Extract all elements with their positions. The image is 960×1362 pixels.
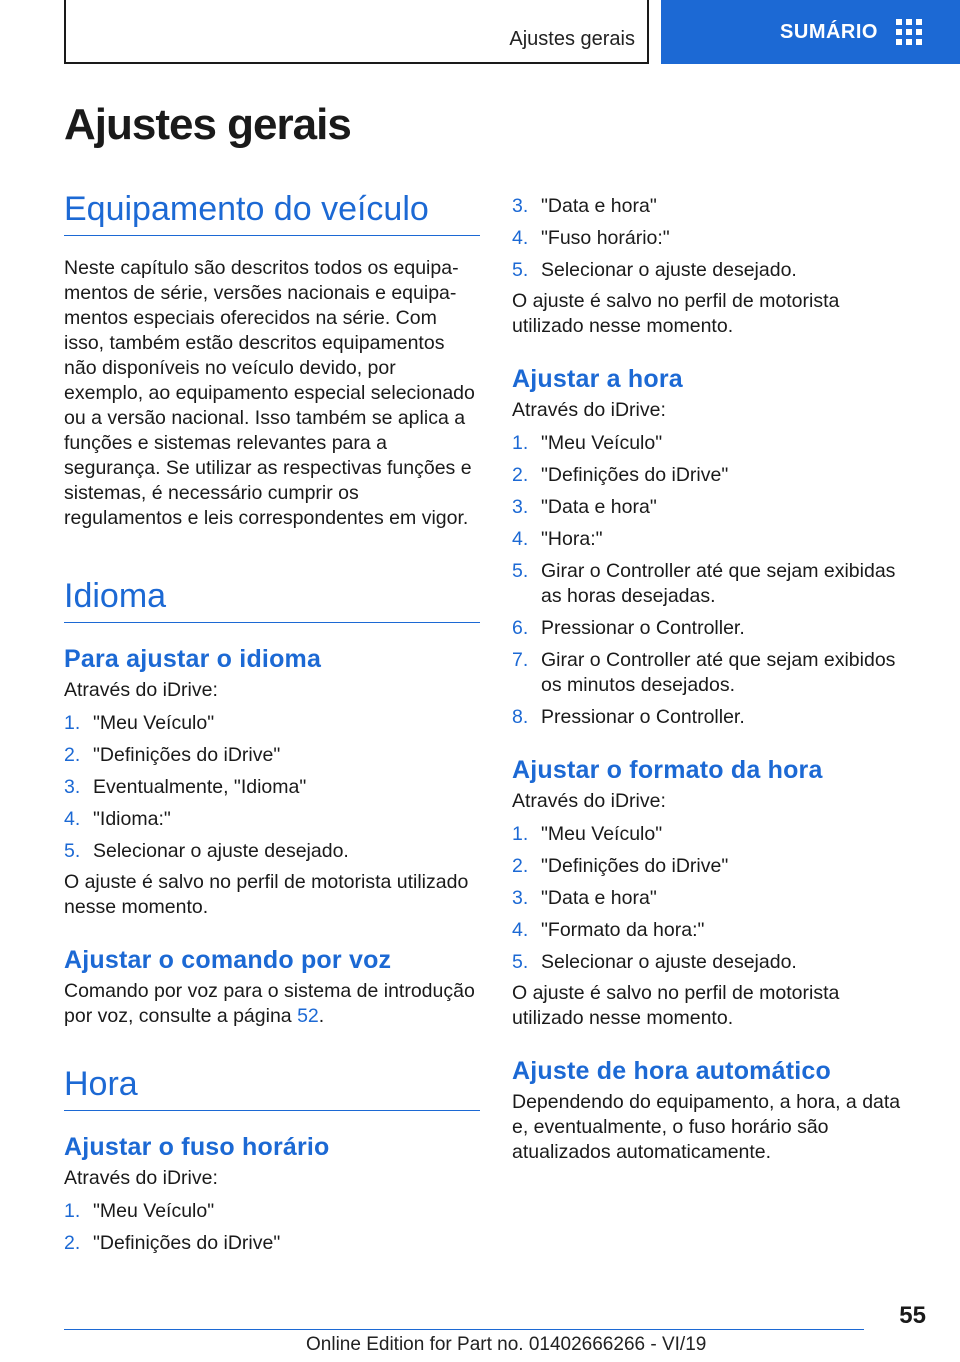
list-item (512, 495, 912, 520)
steps-formato-hora (512, 822, 912, 975)
voice-command-end: . (318, 1005, 325, 1027)
step-number: 5. (64, 840, 81, 862)
list-item (512, 226, 912, 251)
step-number: 5. (512, 951, 529, 973)
list-item (512, 950, 912, 975)
section-heading-idioma: Idioma (64, 577, 480, 623)
step-number: 4. (64, 808, 81, 830)
subheading-ajustar-hora: Ajustar a hora (512, 365, 683, 393)
list-item (512, 886, 912, 911)
header-section-box (64, 0, 649, 64)
list-item (64, 807, 480, 832)
list-item (512, 822, 912, 847)
step-text: "Definições do iDrive" (93, 1232, 281, 1254)
step-number: 2. (64, 744, 81, 766)
right-column (512, 190, 912, 1165)
list-item (64, 711, 480, 736)
section-heading-equipamento: Equipamento do veículo (64, 190, 480, 236)
step-text: Pressionar o Controller. (541, 617, 745, 639)
step-number: 4. (512, 528, 529, 550)
subheading-fuso-horario: Ajustar o fuso horário (64, 1133, 330, 1161)
voice-command-text (64, 979, 480, 1029)
intro-text: Através do iDrive: (64, 1167, 218, 1189)
list-item (512, 559, 912, 609)
step-text: Eventualmente, "Idioma" (93, 776, 307, 798)
intro-text: Através do iDrive: (512, 790, 666, 812)
list-item (64, 775, 480, 800)
step-text: "Meu Veículo" (93, 1200, 215, 1222)
toc-button[interactable] (661, 0, 960, 64)
steps-fuso-horario (64, 1199, 480, 1256)
list-item (64, 839, 480, 864)
note-text: O ajuste é salvo no perfil de motorista utilizado nesse momento. (64, 871, 469, 918)
step-text: "Meu Veículo" (541, 432, 663, 454)
step-text: "Fuso horário:" (541, 227, 670, 249)
step-number: 3. (64, 776, 81, 798)
step-number: 6. (512, 617, 529, 639)
toc-button-label: SUMÁRIO (780, 20, 878, 43)
steps-idioma (64, 711, 480, 864)
subheading-comando-voz: Ajustar o comando por voz (64, 946, 392, 974)
list-item (64, 1199, 480, 1224)
step-number: 3. (512, 887, 529, 909)
step-number: 3. (512, 195, 529, 217)
step-number: 7. (512, 649, 529, 671)
step-number: 5. (512, 560, 529, 582)
subheading-hora-automatica: Ajuste de hora automático (512, 1057, 831, 1085)
intro-text: Através do iDrive: (64, 679, 218, 701)
step-number: 1. (64, 1200, 81, 1222)
step-text: "Data e hora" (541, 496, 657, 518)
list-item (512, 648, 912, 698)
list-item (64, 743, 480, 768)
left-column (64, 190, 480, 1263)
header-section-title: Ajustes gerais (509, 28, 635, 50)
step-text: "Data e hora" (541, 195, 657, 217)
step-text: Girar o Controller até que sejam exibidos os minutos desejados. (541, 649, 896, 696)
automatic-time-text: Dependendo do equipamento, a hora, a data e, eventualmente, o fuso horário são atualizados automaticamente. (512, 1091, 901, 1163)
step-number: 4. (512, 227, 529, 249)
step-number: 1. (64, 712, 81, 734)
step-text: Pressionar o Controller. (541, 706, 745, 728)
list-item (512, 431, 912, 456)
step-text: "Data e hora" (541, 887, 657, 909)
list-item (512, 616, 912, 641)
step-number: 2. (64, 1232, 81, 1254)
step-text: "Meu Veículo" (541, 823, 663, 845)
subheading-ajustar-idioma: Para ajustar o idioma (64, 645, 322, 673)
list-item (512, 463, 912, 488)
page-link-52[interactable]: 52 (297, 1005, 319, 1027)
steps-ajustar-hora (512, 431, 912, 730)
list-item (64, 1231, 480, 1256)
grid-icon (896, 19, 922, 45)
note-text: O ajuste é salvo no perfil de motorista utilizado nesse momento. (512, 290, 840, 337)
list-item (512, 705, 912, 730)
step-number: 1. (512, 823, 529, 845)
page-title: Ajustes gerais (64, 100, 351, 149)
step-number: 2. (512, 855, 529, 877)
step-number: 1. (512, 432, 529, 454)
step-number: 4. (512, 919, 529, 941)
step-number: 8. (512, 706, 529, 728)
list-item (512, 194, 912, 219)
step-text: Selecionar o ajuste desejado. (93, 840, 349, 862)
list-item (512, 918, 912, 943)
step-text: Selecionar o ajuste desejado. (541, 951, 797, 973)
step-text: "Formato da hora:" (541, 919, 705, 941)
step-text: Selecionar o ajuste desejado. (541, 259, 797, 281)
step-text: "Idioma:" (93, 808, 171, 830)
section-body-equipamento: Neste capítulo são descritos todos os equipamentos de série, versões nacionais e equipamentos especiais oferecidos na série. Com isso, também estão descritos equipamentos não disponíveis no veículo devido, por exemplo, ao equipamento especial selecionado ou a versão nacional. Isso também se aplica a funções e sistemas relevantes para a segurança. Se utilizar as respectivas funções e sistemas, é necessário cumprir os regulamentos e leis correspondentes em vigor. (64, 257, 475, 529)
step-number: 2. (512, 464, 529, 486)
step-text: "Definições do iDrive" (541, 464, 729, 486)
steps-fuso-horario-cont (512, 194, 912, 283)
step-text: "Definições do iDrive" (541, 855, 729, 877)
intro-text: Através do iDrive: (512, 399, 666, 421)
voice-command-body: Comando por voz para o sistema de introdução por voz, consulte a página (64, 980, 475, 1027)
page-number: 55 (899, 1302, 926, 1329)
subheading-formato-hora: Ajustar o formato da hora (512, 756, 823, 784)
step-text: "Meu Veículo" (93, 712, 215, 734)
step-text: "Definições do iDrive" (93, 744, 281, 766)
note-text: O ajuste é salvo no perfil de motorista utilizado nesse momento. (512, 982, 840, 1029)
footer-edition-text: Online Edition for Part no. 01402666266 - VI/19 (306, 1334, 707, 1355)
step-number: 5. (512, 259, 529, 281)
list-item (512, 527, 912, 552)
list-item (512, 258, 912, 283)
step-number: 3. (512, 496, 529, 518)
step-text: Girar o Controller até que sejam exibidas as horas desejadas. (541, 560, 896, 607)
footer-divider (64, 1329, 864, 1330)
step-text: "Hora:" (541, 528, 603, 550)
section-heading-hora: Hora (64, 1065, 480, 1111)
list-item (512, 854, 912, 879)
